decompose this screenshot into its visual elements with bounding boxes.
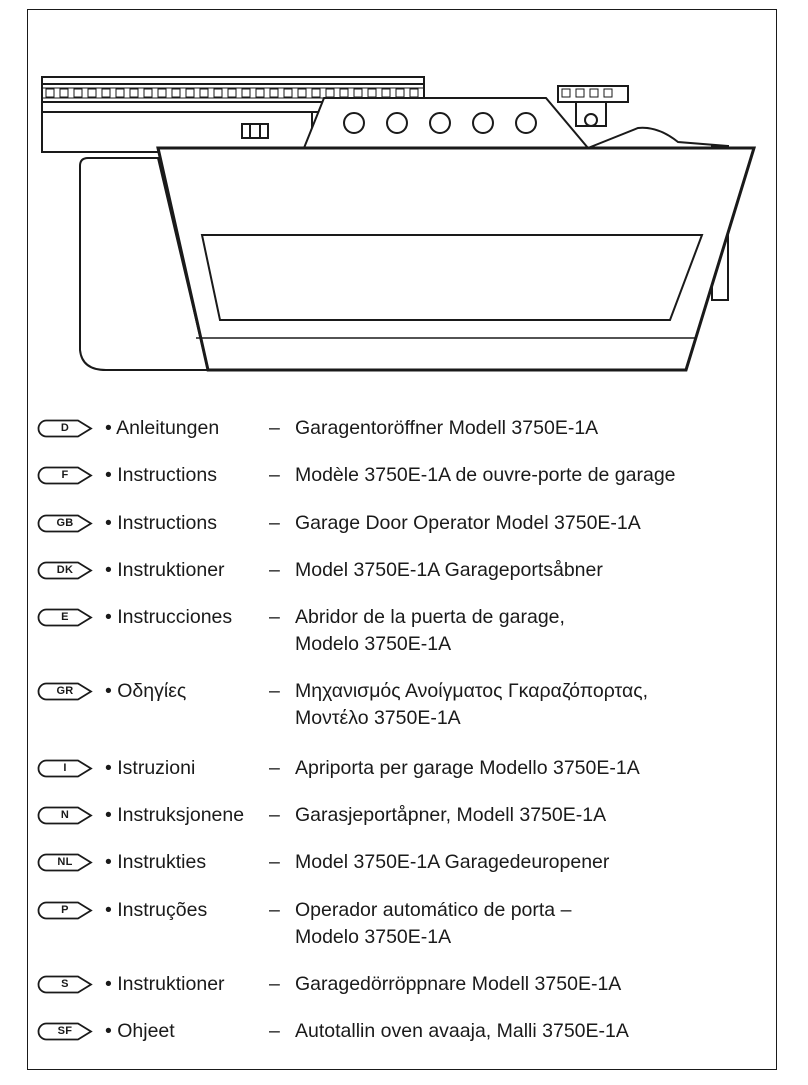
product-description [295, 1018, 765, 1045]
instructions-label: • Instrucciones [105, 606, 233, 628]
description-line: Model 3750E-1A Garagedeuropener [295, 851, 610, 873]
product-description [295, 755, 765, 782]
instructions-label: • Instruções [105, 899, 208, 921]
separator-dash: – [269, 757, 280, 779]
language-code-badge [37, 806, 93, 825]
language-code-badge [37, 901, 93, 920]
instructions-label: • Instrukties [105, 851, 207, 873]
product-description [295, 897, 765, 951]
product-description [295, 415, 765, 442]
instructions-label: • Instructions [105, 464, 217, 486]
language-code: GR [56, 685, 74, 697]
product-description [295, 802, 765, 829]
description-line: Μηχανισμός Ανοίγματος Γκαραζόπορτας, [295, 680, 649, 702]
instructions-label: • Ohjeet [105, 1020, 175, 1042]
separator-dash: – [269, 606, 280, 628]
description-line: Model 3750E-1A Garageportsåbner [295, 559, 603, 581]
language-code: SF [57, 1025, 73, 1037]
separator-dash: – [269, 851, 280, 873]
separator-dash: – [269, 973, 280, 995]
language-code: D [60, 422, 70, 434]
language-code-badge [37, 759, 93, 778]
garage-door-operator-illustration [28, 60, 776, 390]
language-code-badge [37, 561, 93, 580]
language-code: DK [56, 564, 74, 576]
separator-dash: – [269, 899, 280, 921]
instructions-label: • Instruksjonene [105, 804, 245, 826]
product-description [295, 604, 765, 658]
instructions-label: • Instruktioner [105, 559, 225, 581]
product-description [295, 849, 765, 876]
separator-dash: – [269, 512, 280, 534]
language-code-badge [37, 514, 93, 533]
language-code: GB [56, 517, 74, 529]
product-description [295, 557, 765, 584]
language-code-badge [37, 853, 93, 872]
language-code: S [61, 978, 69, 990]
language-code-badge [37, 466, 93, 485]
separator-dash: – [269, 680, 280, 702]
description-line: Operador automático de porta – [295, 899, 572, 921]
product-description [295, 971, 765, 998]
description-line: Garage Door Operator Model 3750E-1A [295, 512, 641, 534]
separator-dash: – [269, 417, 280, 439]
language-code: E [61, 611, 69, 623]
product-description [295, 510, 765, 537]
description-line: Garagentoröffner Modell 3750E-1A [295, 417, 599, 439]
separator-dash: – [269, 464, 280, 486]
description-line: Abridor de la puerta de garage, [295, 606, 565, 628]
instructions-label: • Istruzioni [105, 757, 196, 779]
description-line: Μοντέλο 3750E-1A [295, 707, 461, 729]
description-line: Modelo 3750E-1A [295, 633, 452, 655]
language-code: N [60, 809, 70, 821]
description-line: Garagedörröppnare Modell 3750E-1A [295, 973, 622, 995]
language-code: F [61, 469, 69, 481]
instructions-label: • Anleitungen [105, 417, 220, 439]
language-code: P [61, 904, 69, 916]
description-line: Autotallin oven avaaja, Malli 3750E-1A [295, 1020, 629, 1042]
description-line: Apriporta per garage Modello 3750E-1A [295, 757, 640, 779]
language-code-badge [37, 682, 93, 701]
instructions-label: • Instruktioner [105, 973, 225, 995]
language-code: I [63, 762, 67, 774]
instructions-label: • Instructions [105, 512, 217, 534]
description-line: Modelo 3750E-1A [295, 926, 452, 948]
separator-dash: – [269, 804, 280, 826]
separator-dash: – [269, 559, 280, 581]
language-code-badge [37, 1022, 93, 1041]
description-line: Garasjeportåpner, Modell 3750E-1A [295, 804, 607, 826]
separator-dash: – [269, 1020, 280, 1042]
language-code-badge [37, 608, 93, 627]
product-description [295, 462, 765, 489]
product-description [295, 678, 765, 732]
language-code: NL [57, 856, 73, 868]
language-code-badge [37, 419, 93, 438]
description-line: Modèle 3750E-1A de ouvre-porte de garage [295, 464, 676, 486]
language-code-badge [37, 975, 93, 994]
instructions-label: • Οδηγίες [105, 680, 187, 702]
